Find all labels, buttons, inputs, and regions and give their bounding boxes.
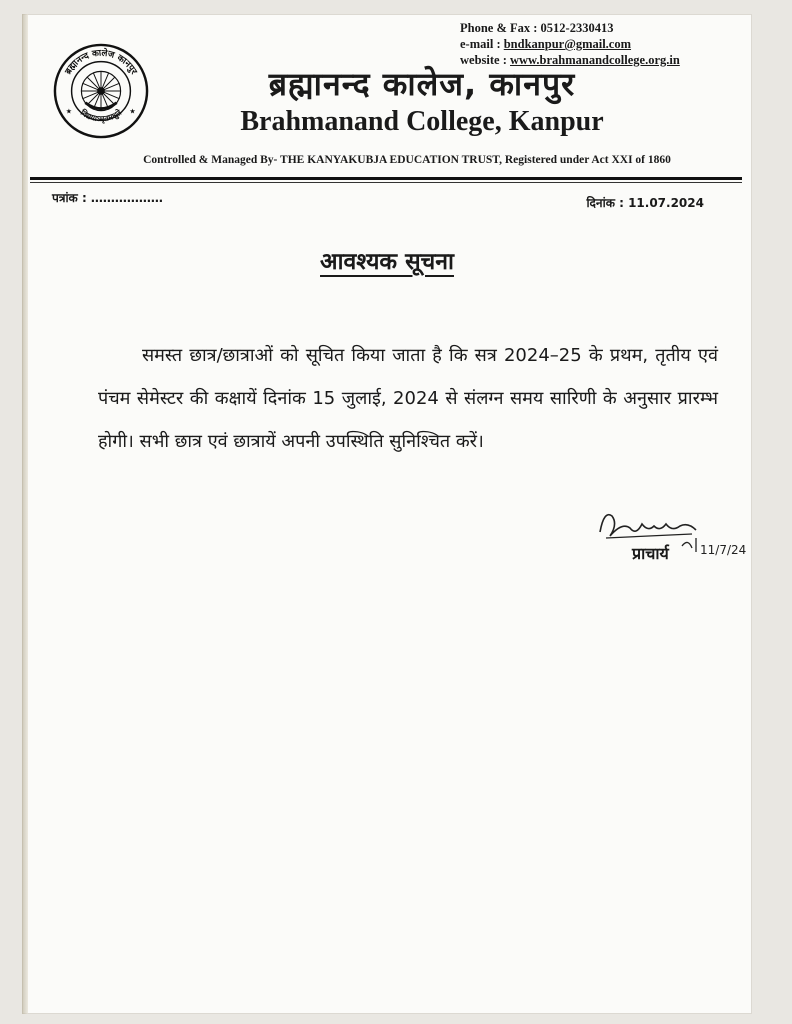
signature-date-mark: 11/7/24	[700, 543, 747, 557]
notice-paragraph: समस्त छात्र/छात्राओं को सूचित किया जाता है कि सत्र 2024–25 के प्रथम, तृतीय एवं पंचम सेमेस्टर की कक्षायें दिनांक 15 जुलाई, 2024 से संलग्न समय सारिणी के अनुसार प्रारम्भ होगी। सभी छात्र एवं छात्रायें अपनी उपस्थिति सुनिश्चित करें।	[98, 345, 718, 452]
header-divider-thin	[30, 182, 742, 183]
notice-heading	[22, 244, 752, 276]
notice-body	[98, 334, 718, 463]
notice-document	[22, 14, 752, 1014]
email-line	[460, 36, 752, 52]
email-link[interactable]: bndkanpur@gmail.com	[503, 37, 632, 51]
seal-bottom-text: विद्ययाऽमृतमश्नुते	[78, 107, 124, 124]
notice-heading-text: आवश्यक सूचना	[320, 249, 454, 275]
phone-fax: Phone & Fax : 0512-2330413	[460, 21, 614, 35]
seal-top-text: ब्रह्मानन्द कालेज कानपुर	[63, 48, 139, 77]
college-name-english: Brahmanand College, Kanpur	[240, 106, 604, 137]
website-label: website :	[460, 53, 510, 67]
notice-date: दिनांक : 11.07.2024	[586, 196, 704, 210]
svg-text:★: ★	[129, 107, 136, 116]
svg-text:★: ★	[65, 107, 72, 116]
principal-title: प्राचार्य	[632, 544, 669, 563]
contact-block	[460, 20, 752, 68]
managed-by-line: Controlled & Managed By- THE KANYAKUBJA EDUCATION TRUST, Registered under Act XXI of 1860	[143, 154, 671, 166]
website-link[interactable]: www.brahmanandcollege.org.in	[510, 53, 680, 67]
college-seal-icon	[52, 42, 150, 140]
reference-number: पत्रांक : ………………	[52, 191, 163, 205]
college-name-hindi: ब्रह्मानन्द कालेज, कानपुर	[268, 65, 576, 103]
wheel-emblem-icon	[81, 71, 120, 110]
email-label: e-mail :	[460, 37, 504, 51]
header-divider-thick	[30, 177, 742, 180]
